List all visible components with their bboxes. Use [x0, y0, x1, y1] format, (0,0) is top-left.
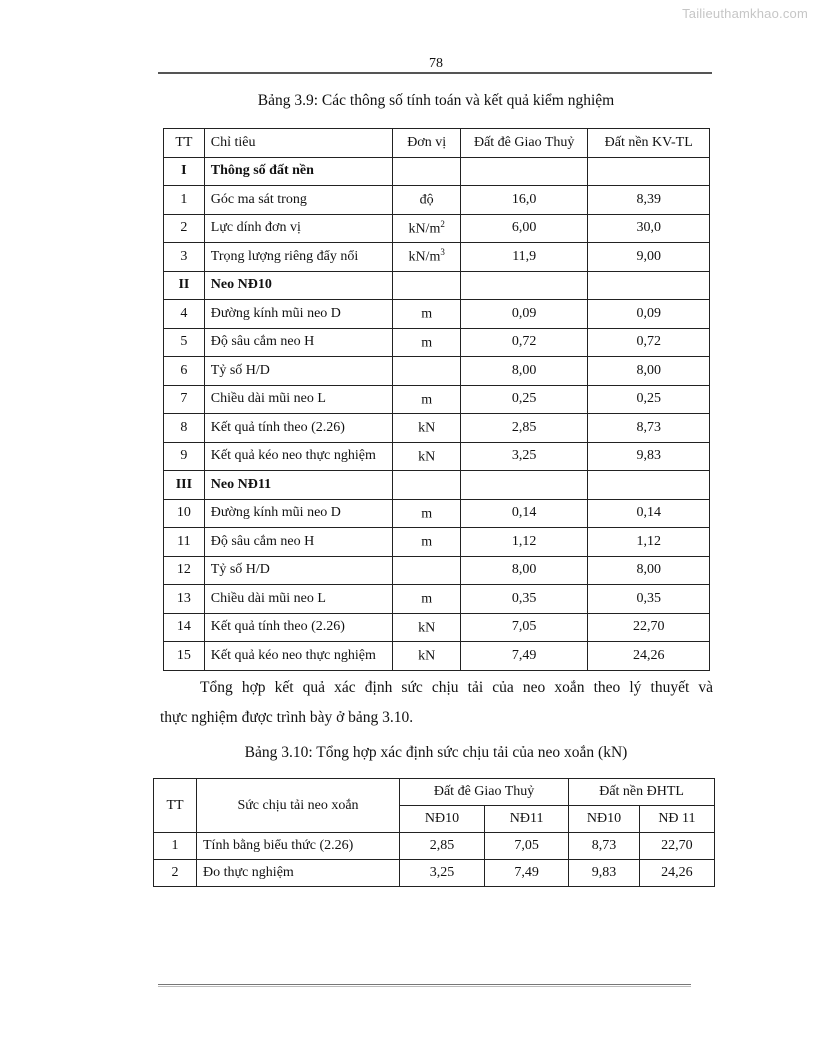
- cell-unit: [393, 499, 461, 528]
- table-row: [164, 471, 710, 500]
- unit-text: m: [421, 335, 433, 351]
- header-giao-thuy: Đất đê Giao Thuỷ: [460, 129, 587, 158]
- cell-indicator: Kết quả tính theo (2.26): [204, 613, 393, 642]
- unit-text: kN: [418, 620, 436, 636]
- header-capacity: Sức chịu tải neo xoắn: [197, 779, 400, 833]
- watermark: Tailieuthamkhao.com: [682, 6, 808, 21]
- cell-tt: 12: [164, 556, 205, 585]
- header-tt: TT: [154, 779, 197, 833]
- cell-kv-tl: 30,0: [588, 214, 710, 243]
- cell-unit: [393, 385, 461, 414]
- cell-tt: 4: [164, 300, 205, 329]
- cell-kv-tl: [588, 271, 710, 300]
- table-row: [164, 328, 710, 357]
- cell-kv-tl: 22,70: [588, 613, 710, 642]
- cell-giao-thuy: 7,49: [460, 642, 587, 671]
- cell-unit: [393, 528, 461, 557]
- table-row: [164, 499, 710, 528]
- cell-giao-thuy: 11,9: [460, 243, 587, 272]
- cell-giao-thuy: 1,12: [460, 528, 587, 557]
- cell-unit: [393, 585, 461, 614]
- table-row: [164, 556, 710, 585]
- cell-unit: [393, 243, 461, 272]
- cell-giao-thuy: 6,00: [460, 214, 587, 243]
- cell-giao-thuy: 0,25: [460, 385, 587, 414]
- table-caption-3-10: Bảng 3.10: Tổng hợp xác định sức chịu tải của neo xoắn (kN): [244, 744, 628, 761]
- cell-kv-tl: 8,73: [588, 414, 710, 443]
- table-row: [164, 243, 710, 272]
- cell-indicator: Độ sâu cắm neo H: [204, 528, 393, 557]
- cell-giao-thuy: 8,00: [460, 556, 587, 585]
- cell-tt: 7: [164, 385, 205, 414]
- unit-text: độ: [419, 193, 434, 209]
- unit-exponent: 3: [440, 247, 445, 258]
- cell-tt: 15: [164, 642, 205, 671]
- cell-tt: II: [164, 271, 205, 300]
- cell-indicator: Neo NĐ11: [204, 471, 393, 500]
- table-caption-3-9: Bảng 3.9: Các thông số tính toán và kết quả kiểm nghiệm: [257, 92, 615, 109]
- cell-indicator: Kết quả tính theo (2.26): [204, 414, 393, 443]
- cell-giao-thuy: 3,25: [460, 442, 587, 471]
- table-row: [164, 357, 710, 386]
- cell-kv-tl: 0,09: [588, 300, 710, 329]
- cell-tt: 2: [164, 214, 205, 243]
- unit-text: kN/m: [408, 221, 441, 237]
- cell-indicator: Trọng lượng riêng đẩy nổi: [204, 243, 393, 272]
- cell-unit: [393, 471, 461, 500]
- cell-unit: [393, 157, 461, 186]
- cell-giao-thuy: 16,0: [460, 186, 587, 215]
- cell-kv-tl: 0,25: [588, 385, 710, 414]
- cell-unit: [393, 613, 461, 642]
- cell-giao-thuy: 8,00: [460, 357, 587, 386]
- cell-giao-thuy: 0,72: [460, 328, 587, 357]
- cell-tt: 14: [164, 613, 205, 642]
- cell-nd11-gt: 7,49: [485, 860, 569, 887]
- table-row: [164, 442, 710, 471]
- table-row: [164, 414, 710, 443]
- cell-nd10-dhtl: 8,73: [569, 833, 640, 860]
- cell-unit: [393, 442, 461, 471]
- table2-header-row: [154, 779, 715, 806]
- unit-text: m: [421, 392, 433, 408]
- cell-unit: [393, 357, 461, 386]
- cell-capacity: Đo thực nghiệm: [197, 860, 400, 887]
- table-row: [164, 186, 710, 215]
- cell-unit: [393, 642, 461, 671]
- cell-giao-thuy: 0,35: [460, 585, 587, 614]
- cell-kv-tl: 1,12: [588, 528, 710, 557]
- table-header-row: [164, 129, 710, 158]
- table-row: [164, 157, 710, 186]
- table-row: [164, 528, 710, 557]
- cell-unit: [393, 556, 461, 585]
- cell-giao-thuy: 0,14: [460, 499, 587, 528]
- subheader-nd10-dhtl: NĐ10: [569, 806, 640, 833]
- cell-tt: 9: [164, 442, 205, 471]
- cell-tt: 6: [164, 357, 205, 386]
- header-indicator: Chỉ tiêu: [204, 129, 393, 158]
- table-body: [164, 157, 710, 670]
- cell-kv-tl: [588, 157, 710, 186]
- unit-text: kN: [418, 421, 436, 437]
- table-row: [164, 214, 710, 243]
- cell-indicator: Chiều dài mũi neo L: [204, 585, 393, 614]
- cell-giao-thuy: [460, 471, 587, 500]
- cell-kv-tl: 8,00: [588, 556, 710, 585]
- cell-unit: [393, 414, 461, 443]
- cell-giao-thuy: 2,85: [460, 414, 587, 443]
- cell-tt: 2: [154, 860, 197, 887]
- paragraph-line-2: thực nghiệm được trình bày ở bảng 3.10.: [160, 709, 414, 726]
- cell-kv-tl: 24,26: [588, 642, 710, 671]
- cell-kv-tl: 0,14: [588, 499, 710, 528]
- cell-indicator: Chiều dài mũi neo L: [204, 385, 393, 414]
- header-kv-tl: Đất nền KV-TL: [588, 129, 710, 158]
- cell-tt: I: [164, 157, 205, 186]
- cell-tt: 3: [164, 243, 205, 272]
- cell-indicator: Tỷ số H/D: [204, 357, 393, 386]
- cell-tt: III: [164, 471, 205, 500]
- subheader-nd11-gt: NĐ11: [485, 806, 569, 833]
- cell-indicator: Lực dính đơn vị: [204, 214, 393, 243]
- unit-exponent: 2: [440, 218, 445, 229]
- cell-tt: 8: [164, 414, 205, 443]
- table2-body: [154, 833, 715, 887]
- cell-kv-tl: 9,83: [588, 442, 710, 471]
- cell-giao-thuy: 0,09: [460, 300, 587, 329]
- cell-tt: 13: [164, 585, 205, 614]
- cell-unit: [393, 300, 461, 329]
- header-group-dhtl: Đất nền ĐHTL: [569, 779, 715, 806]
- table-row: [164, 385, 710, 414]
- cell-kv-tl: 0,35: [588, 585, 710, 614]
- cell-tt: 10: [164, 499, 205, 528]
- table-row: [164, 585, 710, 614]
- unit-text: kN/m: [408, 250, 441, 266]
- table-row: [154, 860, 715, 887]
- page-number: 78: [429, 56, 443, 71]
- header-rule: [158, 72, 712, 74]
- cell-indicator: Đường kính mũi neo D: [204, 300, 393, 329]
- cell-indicator: Tỷ số H/D: [204, 556, 393, 585]
- cell-kv-tl: 8,39: [588, 186, 710, 215]
- cell-indicator: Độ sâu cắm neo H: [204, 328, 393, 357]
- parameters-table: [163, 128, 710, 671]
- table-row: [164, 300, 710, 329]
- cell-capacity: Tính bằng biểu thức (2.26): [197, 833, 400, 860]
- cell-kv-tl: 9,00: [588, 243, 710, 272]
- cell-nd11-gt: 7,05: [485, 833, 569, 860]
- cell-nd10-gt: 2,85: [400, 833, 485, 860]
- unit-text: kN: [418, 449, 436, 465]
- subheader-nd11-dhtl: NĐ 11: [639, 806, 714, 833]
- unit-text: m: [421, 307, 433, 323]
- cell-unit: [393, 271, 461, 300]
- cell-nd10-dhtl: 9,83: [569, 860, 640, 887]
- cell-indicator: Đường kính mũi neo D: [204, 499, 393, 528]
- cell-kv-tl: 0,72: [588, 328, 710, 357]
- unit-text: m: [421, 535, 433, 551]
- cell-tt: 1: [154, 833, 197, 860]
- paragraph-line-1: Tổng hợp kết quả xác định sức chịu tải của neo xoắn theo lý thuyết và: [200, 679, 713, 696]
- cell-kv-tl: 8,00: [588, 357, 710, 386]
- cell-indicator: Góc ma sát trong: [204, 186, 393, 215]
- cell-kv-tl: [588, 471, 710, 500]
- subheader-nd10-gt: NĐ10: [400, 806, 485, 833]
- cell-giao-thuy: [460, 271, 587, 300]
- cell-giao-thuy: 7,05: [460, 613, 587, 642]
- cell-unit: [393, 214, 461, 243]
- cell-nd10-gt: 3,25: [400, 860, 485, 887]
- cell-giao-thuy: [460, 157, 587, 186]
- cell-unit: [393, 186, 461, 215]
- cell-indicator: Kết quả kéo neo thực nghiệm: [204, 442, 393, 471]
- header-group-giao-thuy: Đất đê Giao Thuỷ: [400, 779, 569, 806]
- cell-tt: 11: [164, 528, 205, 557]
- footer-rule: [158, 984, 691, 985]
- cell-tt: 5: [164, 328, 205, 357]
- cell-indicator: Thông số đất nền: [204, 157, 393, 186]
- bearing-capacity-table: [153, 778, 715, 887]
- cell-tt: 1: [164, 186, 205, 215]
- table-row: [164, 613, 710, 642]
- unit-text: m: [421, 592, 433, 608]
- table-row: [154, 833, 715, 860]
- cell-indicator: Kết quả kéo neo thực nghiệm: [204, 642, 393, 671]
- cell-nd11-dhtl: 22,70: [639, 833, 714, 860]
- cell-unit: [393, 328, 461, 357]
- table-row: [164, 271, 710, 300]
- unit-text: kN: [418, 649, 436, 665]
- header-tt: TT: [164, 129, 205, 158]
- cell-nd11-dhtl: 24,26: [639, 860, 714, 887]
- header-unit: Đơn vị: [393, 129, 461, 158]
- table-row: [164, 642, 710, 671]
- cell-indicator: Neo NĐ10: [204, 271, 393, 300]
- unit-text: m: [421, 506, 433, 522]
